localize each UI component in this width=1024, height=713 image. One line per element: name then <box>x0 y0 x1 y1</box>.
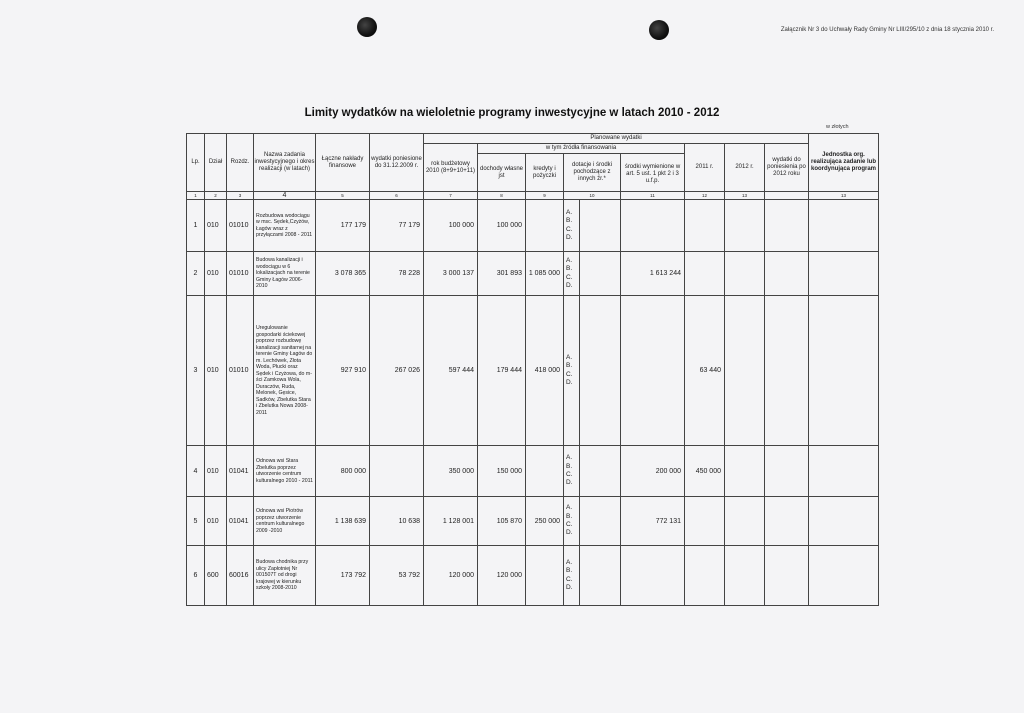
cell-po2012 <box>765 200 809 252</box>
cell-dzial: 010 <box>205 252 227 296</box>
cell-rozdz: 60016 <box>227 546 254 606</box>
header-rozdz: Rozdz. <box>227 134 254 192</box>
cell-jednostka <box>809 497 879 546</box>
cell-y2011 <box>685 252 725 296</box>
header-2011: 2011 r. <box>685 144 725 192</box>
cell-src <box>564 252 580 296</box>
cell-jednostka <box>809 252 879 296</box>
header-nazwa: Nazwa zadania inwestycyjnego i okres realizacji (w latach) <box>254 134 316 192</box>
cell-lp: 3 <box>187 296 205 446</box>
header-wydatki-poniesione: wydatki poniesione do 31.12.2009 r. <box>370 134 424 192</box>
cell-kredyty <box>526 200 564 252</box>
cell-jednostka <box>809 200 879 252</box>
unit-note: w złotych <box>826 124 849 130</box>
cell-rozdz: 01041 <box>227 446 254 497</box>
cell-y2012 <box>725 546 765 606</box>
cell-po2012 <box>765 446 809 497</box>
col-number: 3 <box>227 192 254 200</box>
header-dzial: Dział <box>205 134 227 192</box>
cell-kredyty: 250 000 <box>526 497 564 546</box>
source-marker: C. <box>566 471 573 478</box>
col-number: 10 <box>564 192 621 200</box>
budget-table-container <box>186 133 879 606</box>
cell-rok: 120 000 <box>424 546 478 606</box>
cell-dotacje <box>580 252 621 296</box>
cell-laczne: 927 910 <box>316 296 370 446</box>
cell-lp: 4 <box>187 446 205 497</box>
header-planowane: Planowane wydatki <box>424 134 809 144</box>
cell-srodki <box>621 296 685 446</box>
cell-y2011: 450 000 <box>685 446 725 497</box>
cell-name: Budowa kanalizacji i wodociągu w 6 lokalizacjach na terenie Gminy Łagów 2006-2010 <box>254 252 316 296</box>
col-number: 9 <box>526 192 564 200</box>
header-2012: 2012 r. <box>725 144 765 192</box>
cell-rok: 597 444 <box>424 296 478 446</box>
col-number: 7 <box>424 192 478 200</box>
header-srodki: środki wymienione w art. 5 ust. 1 pkt 2 i 3 u.f.p. <box>621 158 685 192</box>
cell-y2011: 63 440 <box>685 296 725 446</box>
punch-hole-right <box>649 20 669 40</box>
cell-jednostka <box>809 546 879 606</box>
cell-laczne: 177 179 <box>316 200 370 252</box>
source-marker: B. <box>566 362 573 370</box>
col-number <box>765 192 809 200</box>
cell-dzial: 010 <box>205 296 227 446</box>
source-marker: D. <box>566 479 573 487</box>
cell-lp: 5 <box>187 497 205 546</box>
cell-rozdz: 01041 <box>227 497 254 546</box>
col-number: 4 <box>254 192 316 200</box>
cell-y2011 <box>685 200 725 252</box>
cell-y2011 <box>685 497 725 546</box>
budget-table <box>186 133 879 606</box>
cell-rok: 350 000 <box>424 446 478 497</box>
cell-jednostka <box>809 296 879 446</box>
cell-dochody: 179 444 <box>478 296 526 446</box>
source-marker: D. <box>566 529 573 537</box>
cell-poniesione: 267 026 <box>370 296 424 446</box>
cell-dotacje <box>580 200 621 252</box>
cell-lp: 2 <box>187 252 205 296</box>
cell-rok: 1 128 001 <box>424 497 478 546</box>
table-row <box>187 446 879 497</box>
source-marker: D. <box>566 233 573 241</box>
source-marker: A. <box>566 558 573 566</box>
source-marker: B. <box>566 217 573 225</box>
header-rok-budzetowy: rok budżetowy 2010 (8+9+10+11) <box>424 144 478 192</box>
source-marker: D. <box>566 281 573 289</box>
col-number: 13 <box>809 192 879 200</box>
cell-po2012 <box>765 546 809 606</box>
annex-note: Załącznik Nr 3 do Uchwały Rady Gminy Nr LIII/295/10 z dnia 18 stycznia 2010 r. <box>780 27 994 33</box>
header-lp: Lp. <box>187 134 205 192</box>
header-po-2012: wydatki do poniesienia po 2012 roku <box>765 144 809 192</box>
table-body <box>187 200 879 606</box>
col-number: 12 <box>685 192 725 200</box>
header-dotacje: dotacje i środki pochodzące z innych źr.* <box>564 154 621 192</box>
source-marker: C. <box>566 575 573 583</box>
punch-hole-left <box>357 17 377 37</box>
cell-poniesione: 77 179 <box>370 200 424 252</box>
cell-rozdz: 01010 <box>227 252 254 296</box>
source-marker: A. <box>566 454 573 462</box>
cell-kredyty <box>526 446 564 497</box>
source-marker: B. <box>566 512 573 520</box>
cell-kredyty: 418 000 <box>526 296 564 446</box>
cell-srodki: 1 613 244 <box>621 252 685 296</box>
cell-name: Budowa chodnika przy ulicy Zapłotniej Nr 001507T od drogi krajowej w kierunku szkoły 2008-2010 <box>254 546 316 606</box>
cell-y2011 <box>685 546 725 606</box>
cell-y2012 <box>725 252 765 296</box>
cell-rozdz: 01010 <box>227 296 254 446</box>
cell-src <box>564 497 580 546</box>
cell-src <box>564 546 580 606</box>
source-marker: D. <box>566 378 573 386</box>
col-number: 5 <box>316 192 370 200</box>
table-row <box>187 546 879 606</box>
source-marker: C. <box>566 521 573 528</box>
col-number: 11 <box>621 192 685 200</box>
source-marker: C. <box>566 273 573 281</box>
cell-laczne: 800 000 <box>316 446 370 497</box>
header-dochody: dochody własne jst <box>478 154 526 192</box>
cell-dzial: 010 <box>205 200 227 252</box>
cell-poniesione <box>370 446 424 497</box>
table-row <box>187 497 879 546</box>
source-marker: A. <box>566 256 573 264</box>
cell-name: Rozbudowa wodociągu w msc. Sędek,Czyżów, Łagów wraz z przyłączami 2008 - 2011 <box>254 200 316 252</box>
cell-src <box>564 200 580 252</box>
col-number: 8 <box>478 192 526 200</box>
cell-dzial: 010 <box>205 446 227 497</box>
cell-po2012 <box>765 497 809 546</box>
source-marker: B. <box>566 567 573 575</box>
cell-y2012 <box>725 446 765 497</box>
cell-y2012 <box>725 497 765 546</box>
cell-dzial: 010 <box>205 497 227 546</box>
cell-lp: 1 <box>187 200 205 252</box>
cell-kredyty: 1 085 000 <box>526 252 564 296</box>
cell-lp: 6 <box>187 546 205 606</box>
cell-po2012 <box>765 296 809 446</box>
source-marker: B. <box>566 265 573 273</box>
cell-po2012 <box>765 252 809 296</box>
cell-dochody: 100 000 <box>478 200 526 252</box>
col-number: 1 <box>187 192 205 200</box>
source-marker: A. <box>566 504 573 512</box>
cell-srodki <box>621 546 685 606</box>
cell-dotacje <box>580 497 621 546</box>
cell-name: Odnowa wsi Piotrów poprzez utworzenie centrum kulturalnego 2009 -2010 <box>254 497 316 546</box>
cell-src <box>564 296 580 446</box>
header-laczne: Łączne nakłady finansowe <box>316 134 370 192</box>
source-marker: C. <box>566 225 573 233</box>
page-title: Limity wydatków na wieloletnie programy inwestycyjne w latach 2010 - 2012 <box>304 107 720 119</box>
cell-rok: 100 000 <box>424 200 478 252</box>
source-marker: A. <box>566 353 573 361</box>
source-marker: C. <box>566 370 573 378</box>
cell-y2012 <box>725 200 765 252</box>
cell-dochody: 120 000 <box>478 546 526 606</box>
cell-dotacje <box>580 446 621 497</box>
source-marker: B. <box>566 462 573 470</box>
source-marker: D. <box>566 583 573 591</box>
cell-kredyty <box>526 546 564 606</box>
source-marker: A. <box>566 208 573 216</box>
cell-dochody: 301 893 <box>478 252 526 296</box>
cell-poniesione: 10 638 <box>370 497 424 546</box>
cell-src <box>564 446 580 497</box>
cell-srodki: 200 000 <box>621 446 685 497</box>
cell-rok: 3 000 137 <box>424 252 478 296</box>
cell-name: Uregulowanie gospodarki ściekowej poprzez rozbudowę kanalizacji sanitarnej na terenie Gminy Łagów do m. Lechówek, Złota Woda, Płucki oraz Sędek i Czyżowa, do m-ści Zamkowa Wola, Duraczów, Ruda, Melonek, Gęsice, Sadków, Zbelutka Stara i Zbelutka Nowa 2008-2011 <box>254 296 316 446</box>
cell-jednostka <box>809 446 879 497</box>
cell-y2012 <box>725 296 765 446</box>
cell-poniesione: 53 792 <box>370 546 424 606</box>
cell-dochody: 105 870 <box>478 497 526 546</box>
cell-dochody: 150 000 <box>478 446 526 497</box>
col-number: 2 <box>205 192 227 200</box>
cell-laczne: 3 078 365 <box>316 252 370 296</box>
col-number: 13 <box>725 192 765 200</box>
cell-laczne: 173 792 <box>316 546 370 606</box>
cell-dotacje <box>580 296 621 446</box>
cell-rozdz: 01010 <box>227 200 254 252</box>
cell-laczne: 1 138 639 <box>316 497 370 546</box>
cell-dotacje <box>580 546 621 606</box>
col-number: 6 <box>370 192 424 200</box>
cell-dzial: 600 <box>205 546 227 606</box>
header-jednostka: Jednostka org. realizująca zadanie lub koordynująca program <box>809 134 879 192</box>
table-row <box>187 200 879 252</box>
table-row <box>187 296 879 446</box>
cell-srodki: 772 131 <box>621 497 685 546</box>
header-kredyty: kredyty i pożyczki <box>526 154 564 192</box>
header-w-tym-zrodla: w tym źródła finansowania <box>478 144 685 154</box>
table-row <box>187 252 879 296</box>
cell-srodki <box>621 200 685 252</box>
cell-poniesione: 78 228 <box>370 252 424 296</box>
cell-name: Odnowa wsi Stara Zbelutka poprzez utworzenie centrum kulturalnego 2010 - 2011 <box>254 446 316 497</box>
